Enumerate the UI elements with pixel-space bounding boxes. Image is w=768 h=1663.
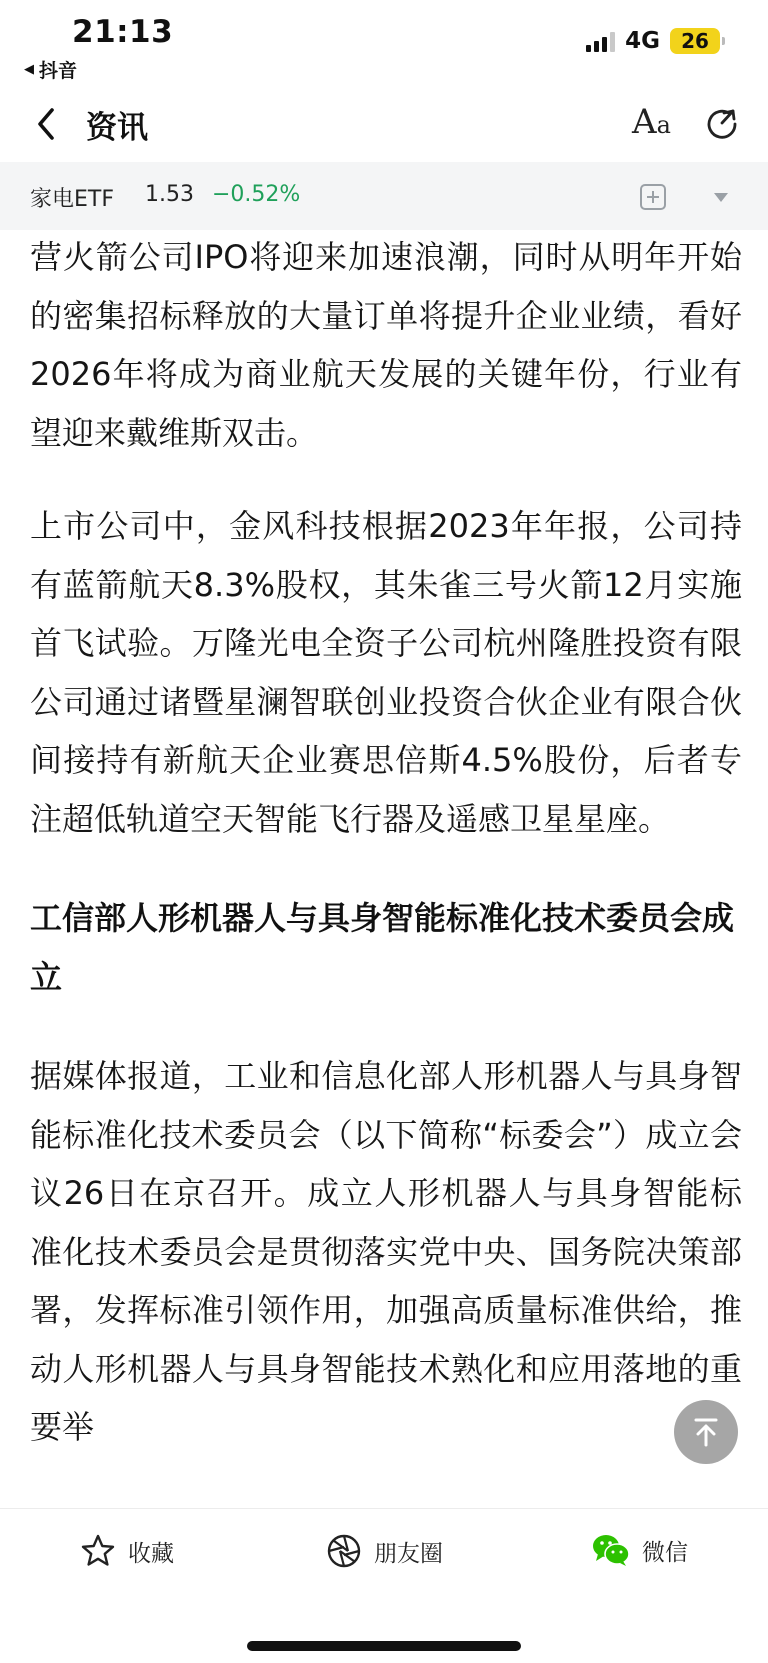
network-type: 4G — [625, 28, 660, 54]
back-to-app-link[interactable] — [24, 56, 77, 83]
article-paragraph: 上市公司中，金风科技根据2023年年报，公司持有蓝箭航天8.3%股权，其朱雀三号火箭12月实施首飞试验。万隆光电全资子公司杭州隆胜投资有限公司通过诸暨星澜智联创业投资合伙企业有限合伙间接持有新航天企业赛思倍斯4.5%股份，后者专注超低轨道空天智能飞行器及遥感卫星星座。 — [30, 507, 742, 838]
scroll-to-top-button[interactable] — [674, 1400, 738, 1464]
add-watchlist-icon[interactable] — [640, 184, 666, 210]
font-size-button[interactable] — [632, 102, 671, 142]
share-icon — [704, 106, 740, 142]
arrow-up-to-top-icon — [690, 1416, 722, 1448]
back-triangle-icon: ◀ — [24, 62, 34, 77]
wechat-icon — [592, 1533, 630, 1567]
battery-level: 26 — [681, 29, 709, 53]
bottom-share-bar — [0, 1508, 768, 1663]
font-size-icon-small: a — [656, 111, 671, 139]
home-indicator[interactable] — [247, 1641, 521, 1651]
share-wechat-button[interactable] — [592, 1533, 688, 1567]
navigation-bar — [0, 88, 768, 160]
favorite-label: 收藏 — [128, 1540, 174, 1567]
chevron-left-icon — [30, 104, 66, 144]
battery-icon — [670, 28, 720, 54]
etf-price: 1.53 — [145, 182, 194, 207]
status-bar — [0, 0, 768, 86]
share-button[interactable] — [704, 106, 740, 142]
moments-label: 朋友圈 — [374, 1540, 443, 1567]
page-title: 资讯 — [86, 110, 148, 146]
back-app-label: 抖音 — [39, 60, 78, 82]
wechat-moments-icon — [326, 1533, 362, 1569]
wechat-label: 微信 — [642, 1539, 688, 1566]
status-indicators — [586, 28, 720, 54]
favorite-button[interactable] — [80, 1533, 174, 1569]
article-paragraph: 据媒体报道，工业和信息化部人形机器人与具身智能标准化技术委员会（以下简称“标委会”）成立会议26日在京召开。成立人形机器人与具身智能标准化技术委员会是贯彻落实党中央、国务院决策部署，发挥标准引领作用，加强高质量标准供给，推动人形机器人与具身智能技术熟化和应用落地的重要举 — [30, 1057, 742, 1446]
etf-change: −0.52% — [212, 182, 301, 207]
article-body — [0, 230, 768, 1508]
article-section-heading: 工信部人形机器人与具身智能标准化技术委员会成立 — [30, 899, 735, 996]
signal-icon — [586, 30, 615, 52]
chevron-down-icon[interactable] — [714, 193, 728, 202]
share-moments-button[interactable] — [326, 1533, 443, 1569]
status-time: 21:13 — [72, 14, 174, 50]
back-button[interactable] — [30, 104, 66, 144]
star-icon — [80, 1533, 116, 1569]
article-paragraph: 营火箭公司IPO将迎来加速浪潮，同时从明年开始的密集招标释放的大量订单将提升企业业绩，看好2026年将成为商业航天发展的关键年份，行业有望迎来戴维斯双击。 — [30, 238, 742, 452]
font-size-icon-big: A — [632, 102, 657, 142]
etf-name: 家电ETF — [30, 187, 114, 212]
